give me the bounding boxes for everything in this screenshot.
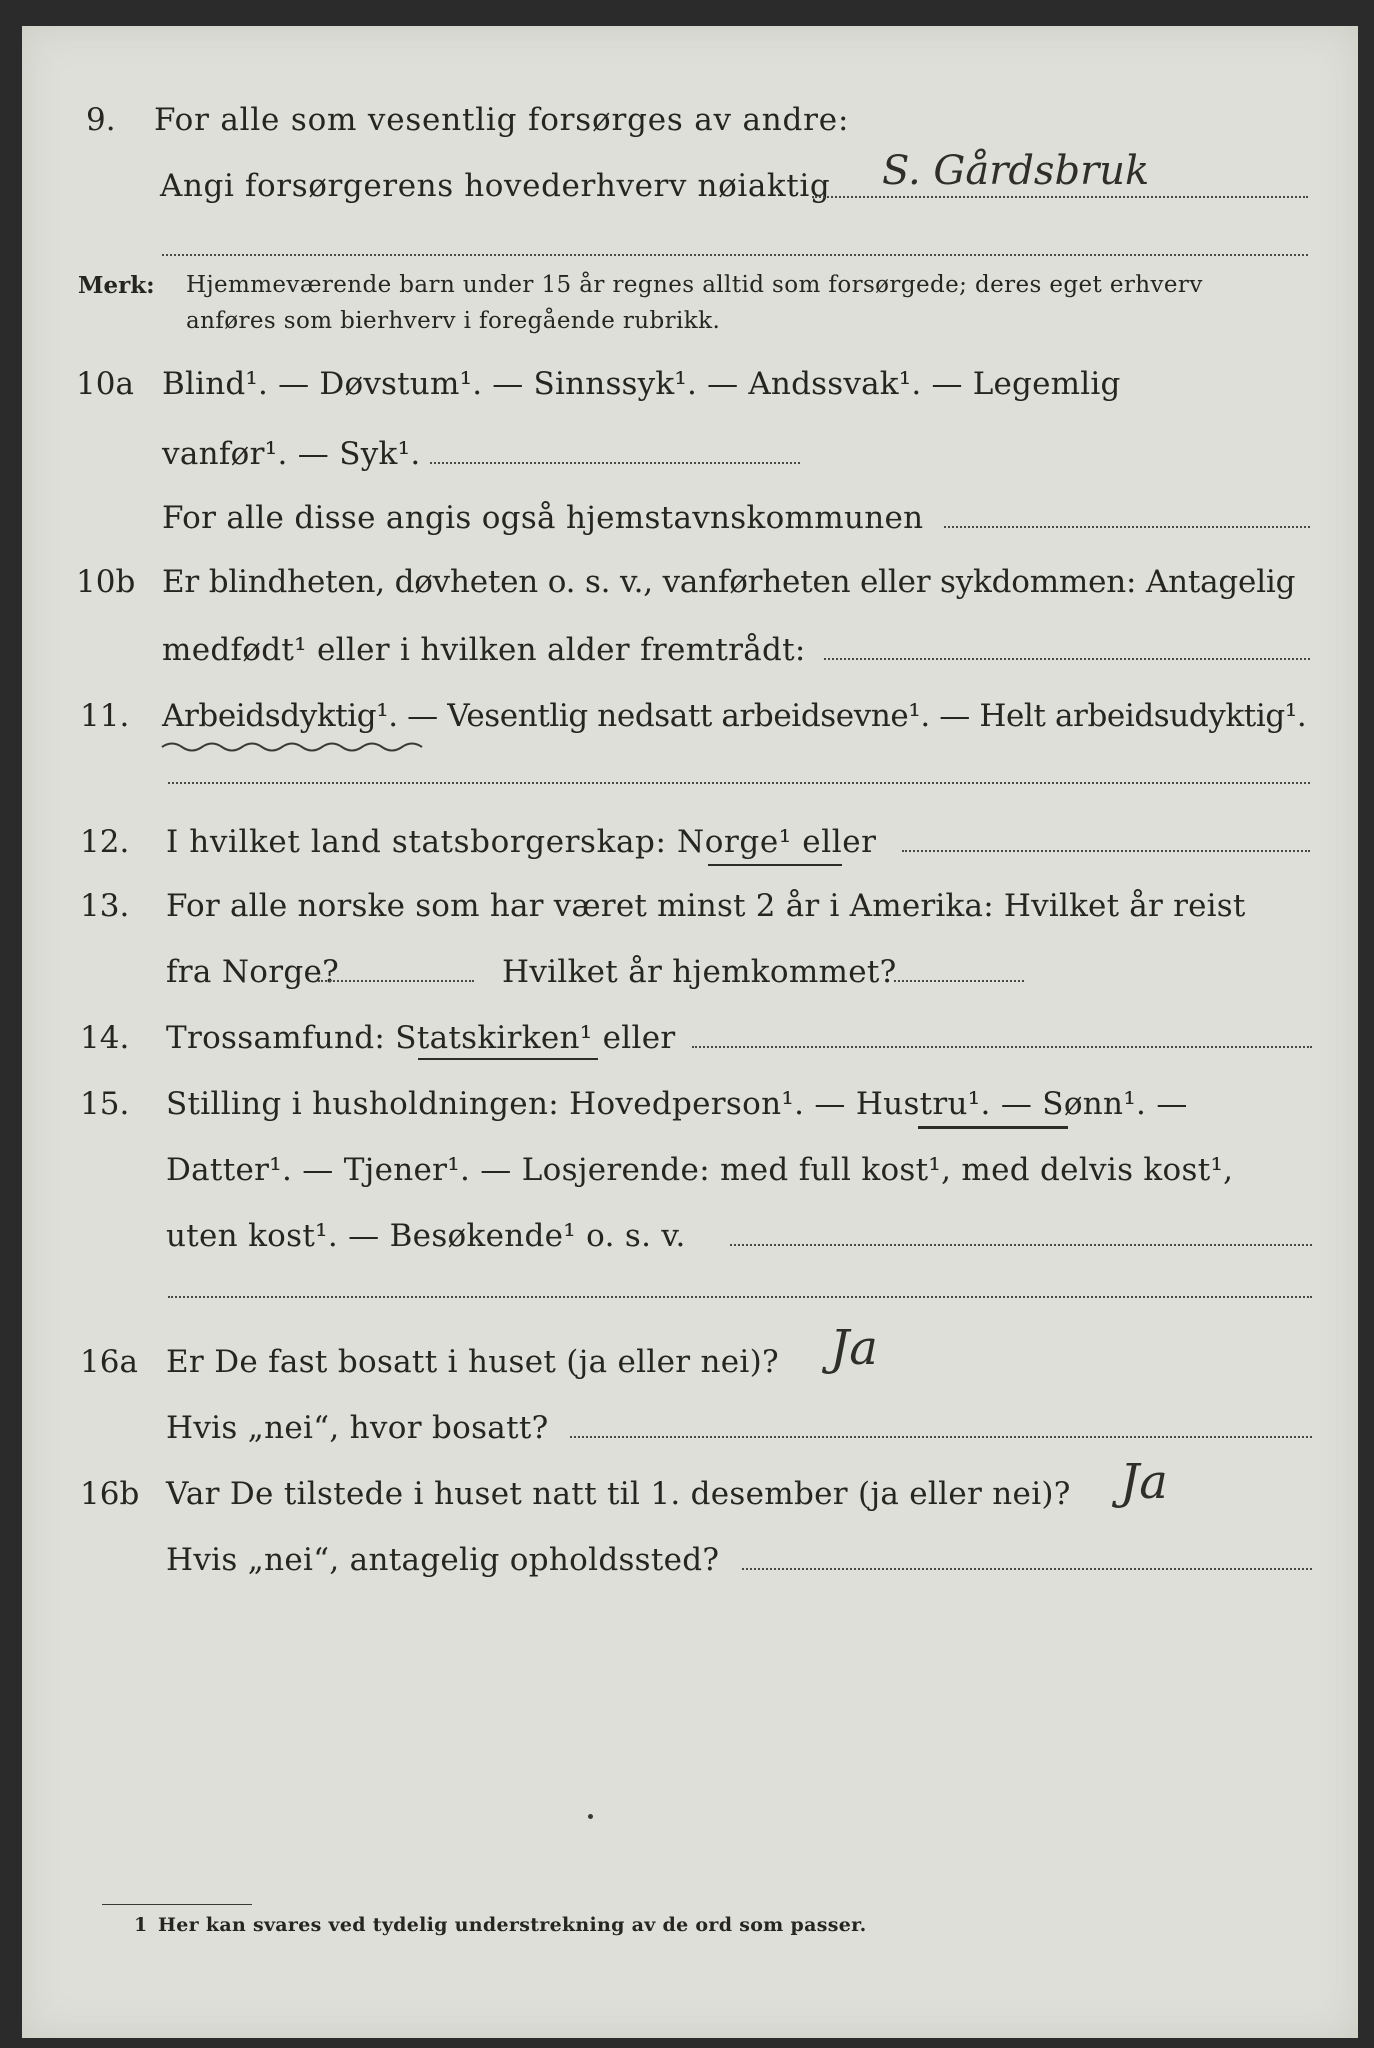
q14-number: 14. <box>80 1020 130 1056</box>
q11-number: 11. <box>80 698 130 734</box>
q13-line1: For alle norske som har været minst 2 år i Amerika: Hvilket år reist <box>166 888 1246 924</box>
q9-handwritten-answer: S. Gårdsbruk <box>882 148 1150 194</box>
q16b-line2: Hvis „nei“, antagelig opholdssted? <box>166 1542 720 1578</box>
census-form-page <box>22 26 1358 2038</box>
q13-line2a: fra Norge? <box>166 954 340 990</box>
q10a-line2: vanfør¹. — Syk¹. <box>162 436 421 472</box>
q16b-line1: Var De tilstede i huset natt til 1. desember (ja eller nei)? <box>166 1476 1071 1512</box>
q14-statskirken-underline <box>418 1058 598 1060</box>
q16a-line1: Er De fast bosatt i huset (ja eller nei)? <box>166 1344 779 1380</box>
q15-number: 15. <box>80 1086 130 1122</box>
q16b-handwritten-answer: Ja <box>1120 1454 1168 1510</box>
q15-hustru-underline <box>918 1126 1068 1129</box>
q10b-number: 10b <box>76 564 136 600</box>
note-line2: anføres som bierhverv i foregående rubrikk. <box>186 308 721 334</box>
q10a-line1: Blind¹. — Døvstum¹. — Sinnssyk¹. — Andssvak¹. — Legemlig <box>162 366 1121 402</box>
q10a-hjemstavn-line <box>944 526 1310 528</box>
q16a-answer-line <box>570 1436 1312 1438</box>
q12-norge-underline <box>708 864 842 866</box>
q13-line2b: Hvilket år hjemkommet? <box>502 954 897 990</box>
q16a-number: 16a <box>80 1344 138 1380</box>
q15-line3: uten kost¹. — Besøkende¹ o. s. v. <box>166 1218 686 1254</box>
q10a-number: 10a <box>76 366 134 402</box>
q10a-line3: For alle disse angis også hjemstavnskommunen <box>162 500 924 536</box>
stray-dot <box>588 1814 593 1819</box>
q11-line1: Arbeidsdyktig¹. — Vesentlig nedsatt arbeidsevne¹. — Helt arbeidsudyktig¹. <box>162 698 1307 734</box>
q9-extra-line <box>162 254 1308 256</box>
q9-line1: For alle som vesentlig forsørges av andre: <box>154 102 850 138</box>
q13-hjemkommet-line <box>894 980 1024 982</box>
q13-reist-line <box>318 980 474 982</box>
q11-extra-line <box>168 782 1310 784</box>
q12-answer-line <box>902 850 1310 852</box>
q9-line2: Angi forsørgerens hovederhverv nøiaktig <box>160 168 831 204</box>
q13-number: 13. <box>80 888 130 924</box>
q10b-line1: Er blindheten, døvheten o. s. v., vanførheten eller sykdommen: Antagelig <box>162 564 1296 600</box>
note-label: Merk: <box>78 272 155 299</box>
q15-extra-line <box>168 1296 1312 1298</box>
q10a-syk-line <box>430 462 800 464</box>
q15-line1: Stilling i husholdningen: Hovedperson¹. — Hustru¹. — Sønn¹. — <box>166 1086 1188 1122</box>
q16b-answer-line <box>742 1568 1312 1570</box>
q16a-line2: Hvis „nei“, hvor bosatt? <box>166 1410 549 1446</box>
q12-number: 12. <box>80 824 130 860</box>
q16a-handwritten-answer: Ja <box>830 1320 878 1376</box>
footnote-text: Her kan svares ved tydelig understrekning av de ord som passer. <box>158 1914 867 1936</box>
q10b-answer-line <box>824 658 1310 660</box>
q16b-number: 16b <box>80 1476 140 1512</box>
q12-line1: I hvilket land statsborgerskap: Norge¹ eller <box>166 824 877 860</box>
note-line1: Hjemmeværende barn under 15 år regnes alltid som forsørgede; deres eget erhverv <box>186 272 1203 298</box>
footnote-mark: 1 <box>134 1914 148 1936</box>
q14-answer-line <box>692 1046 1312 1048</box>
q10b-line2: medfødt¹ eller i hvilken alder fremtrådt: <box>162 632 806 668</box>
q11-wavy-underline <box>162 740 422 754</box>
footnote-rule <box>102 1904 252 1905</box>
q15-answer-line <box>730 1244 1312 1246</box>
q9-number: 9. <box>86 102 116 138</box>
q15-line2: Datter¹. — Tjener¹. — Losjerende: med full kost¹, med delvis kost¹, <box>166 1152 1234 1188</box>
q14-line1: Trossamfund: Statskirken¹ eller <box>166 1020 676 1056</box>
q9-answer-line <box>812 196 1308 198</box>
